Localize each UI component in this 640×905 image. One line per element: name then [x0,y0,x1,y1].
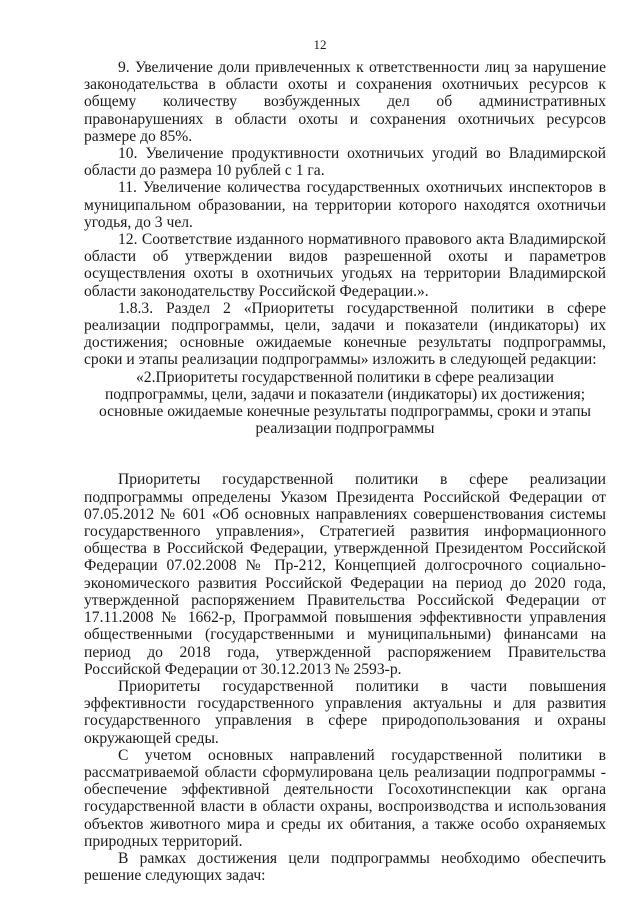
paragraph-item-12: 12. Соответствие изданного нормативного правового акта Владимирской области об утверждении видов разрешенной охоты и параметров осуществления охоты в охотничьих угодьях на территории Владимирской области законодательству Российской Федерации.». [84,231,606,300]
section-heading-line: «2.Приоритеты государственной политики в сфере реализации [135,368,555,386]
section-heading-line: реализации подпрограммы [255,420,435,438]
paragraph-goal: С учетом основных направлений государственной политики в рассматриваемой области сформулирована цель реализации подпрограммы - обеспечение эффективной деятельности Госохотинспекции как органа государственной власти в области охраны, воспроизводства и использования объектов животного мира и среды их обитания, а также особо охраняемых природных территорий. [84,746,606,850]
paragraph-priorities: Приоритеты государственной политики в сфере реализации подпрограммы определены Указом Президента Российской Федерации от 07.05.2012 № 601 «Об основных направлениях совершенствования системы государственного управления», Стратегией развития информационного общества в Российской Федерации, утвержденной Президентом Российской Федерации 07.02.2008 № Пр-212, Концепцией долгосрочного социально-экономического развития Российской Федерации на период до 2020 года, утвержденной распоряжением Правительства Российской Федерации от 17.11.2008 № 1662-р, Программой повышения эффективности управления общественными (государственными и муниципальными) финансами на период до 2018 года, утвержденной распоряжением Правительства Российской Федерации от 30.12.2013 № 2593-р. [84,471,606,678]
paragraph-item-10: 10. Увеличение продуктивности охотничьих угодий во Владимирской области до размера 10 рублей с 1 га. [84,145,606,180]
document-body [84,59,606,884]
paragraph-priorities-efficiency: Приоритеты государственной политики в части повышения эффективности государственного управления актуальны и для развития государственного управления в сфере природопользования и охраны окружающей среды. [84,677,606,747]
paragraph-tasks-intro: В рамках достижения цели подпрограммы необходимо обеспечить решение следующих задач: [84,849,606,885]
blank-line [84,437,606,471]
page-number: 12 [313,37,327,52]
paragraph-item-9: 9. Увеличение доли привлеченных к ответственности лиц за нарушение законодательства в области охоты и сохранения охотничьих ресурсов к общему количеству возбужденных дел об административных правонарушениях в области охоты и сохранения охотничьих ресурсов размере до 85%. [84,59,606,145]
section-heading-line: подпрограммы, цели, задачи и показатели (индикаторы) их достижения; [104,385,586,403]
paragraph-item-11: 11. Увеличение количества государственных охотничьих инспекторов в муниципальном образовании, на территории которого находятся охотничьи угодья, до 3 чел. [84,179,606,231]
paragraph-amendment-1-8-3: 1.8.3. Раздел 2 «Приоритеты государственной политики в сфере реализации подпрограммы, цели, задачи и показатели (индикаторы) их достижения; основные ожидаемые конечные результаты подпрограммы, сроки и этапы реализации подпрограммы» изложить в следующей редакции: [84,299,606,369]
section-heading [84,369,606,438]
section-heading-line: основные ожидаемые конечные результаты подпрограммы, сроки и этапы [98,403,592,421]
